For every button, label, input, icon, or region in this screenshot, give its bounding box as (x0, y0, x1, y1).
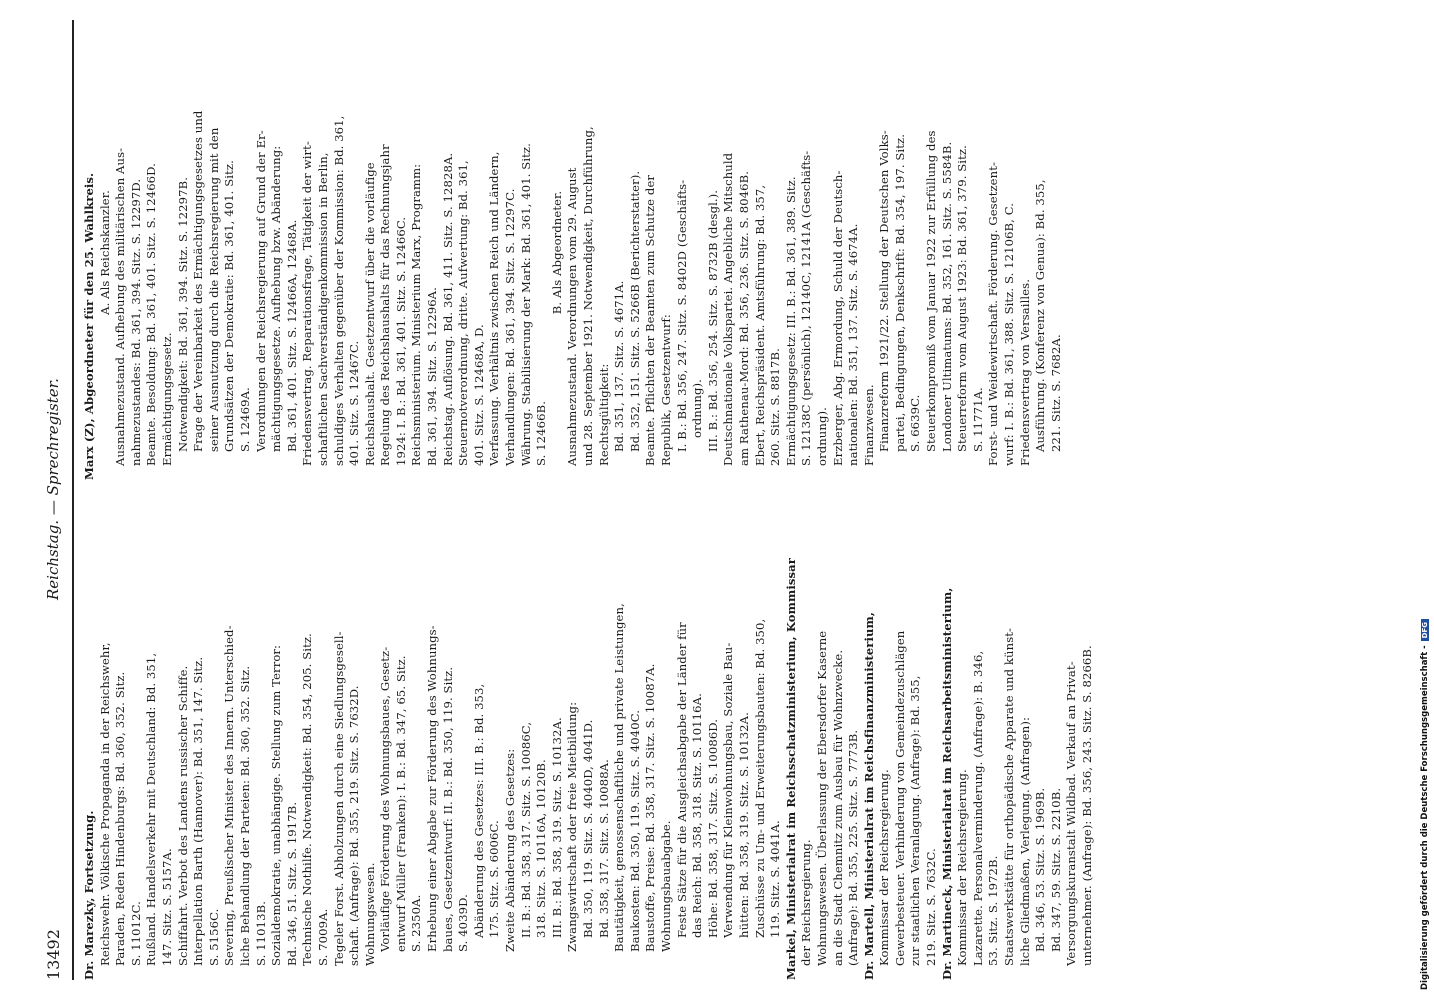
index-line: Schiffahrt. Verbot des Landens russischer Schiffe. (175, 665, 190, 966)
index-line: Verordnungen der Reichsregierung auf Grund der Er- (253, 130, 268, 452)
index-line: 175. Sitz. S. 6006C. (487, 820, 502, 938)
index-line: wurf: I. B.: Bd. 361, 388. Sitz. S. 12106B, C. (1002, 202, 1017, 466)
index-line: Frage der Vereinbarkeit des Ermächtigungsgesetzes und (191, 110, 206, 452)
index-line: Zuschüsse zu Um- und Erweiterungsbauten: Bd. 350, (752, 618, 767, 938)
index-line: Reichswehr. Völkische Propaganda in der Reichswehr, (97, 642, 112, 966)
index-line: 219. Sitz. S. 7632C. (924, 848, 939, 966)
index-line: schaft. (Anfrage): Bd. 355, 219. Sitz. S. 7632D. (347, 685, 362, 966)
index-line: und 28. September 1921. Notwendigkeit, Durchführung, (581, 126, 595, 466)
index-line: Wohnungsbauabgabe. (658, 820, 673, 952)
index-line: der Reichsregierung. (799, 839, 814, 966)
index-line: Verfassung. Verhältnis zwischen Reich und Ländern, (487, 151, 502, 466)
index-line: Beamte. Besoldung: Bd. 361, 401. Sitz. S. 12466D. (144, 163, 159, 466)
index-line: schuldiges Verhalten gegenüber der Kommission: Bd. 361, (331, 115, 346, 466)
index-line: Rechtsgültigkeit: (596, 363, 611, 466)
right-column (82, 25, 1402, 480)
index-line: Paraden, Reden Hindenburgs: Bd. 360, 352. Sitz. (113, 671, 128, 966)
index-line: S. 11771A. (970, 387, 985, 452)
index-line: Reichshaushalt. Gesetzentwurf über die vorläufige (362, 162, 377, 466)
page-header (40, 20, 70, 980)
index-line: Versorgungskuranstalt Wildbad. Verkauf an Privat- (1064, 661, 1079, 966)
index-line: (Anfrage): Bd. 355, 225. Sitz. S. 7773B. (846, 729, 861, 966)
digitization-credit (1420, 10, 1432, 990)
index-line: Verwendung für Kleinwohnungsbau, Soziale Bau- (721, 642, 736, 938)
index-line: 401. Sitz. S. 12468A, D. (471, 324, 486, 466)
index-line: Vorläufige Förderung des Wohnungsbaues, Gesetz- (378, 646, 393, 952)
index-line: II. B.: Bd. 358, 317. Sitz. S. 10086C, (518, 721, 533, 938)
index-line: das Reich: Bd. 358, 318. Sitz. S. 10116A. (690, 693, 705, 938)
index-line: Verhandlungen: Bd. 361, 394. Sitz. S. 12297C. (503, 188, 518, 466)
index-line: Ausführung. (Konferenz von Genua): Bd. 355, (1033, 179, 1048, 452)
index-line: Lazarette. Personalverminderung. (Anfrage): B. 346, (970, 650, 985, 966)
index-line: Wohnungswesen. (362, 862, 377, 966)
index-line: unternehmer. (Anfrage): Bd. 356, 243. Sitz. S. 8266B. (1080, 645, 1094, 966)
index-line: S. 12469A. (237, 387, 252, 452)
running-title: Reichstag. — Sprechregister. (44, 378, 62, 600)
index-line: A. Als Reichskanzler. (97, 190, 112, 315)
index-line: Republik, Gesetzentwurf: (658, 314, 673, 466)
index-line: Baustoffe, Preise: Bd. 358, 317. Sitz. S. 10087A. (643, 663, 658, 952)
index-line: partei, Bedingungen, Denkschrift: Bd. 354, 197. Sitz. (892, 134, 907, 452)
index-line: Steuernotverordnung, dritte. Aufwertung: Bd. 361, (456, 160, 471, 466)
index-line: Friedensvertrag von Versailles. (1017, 278, 1032, 466)
credit-text: Digitalisierung gefördert durch die Deutsche Forschungsgemeinschaft - (1420, 645, 1430, 990)
index-line: Kommissar der Reichsregierung. (955, 769, 970, 966)
index-line: S. 4039D. (456, 894, 471, 952)
index-line: ordnung). (690, 379, 705, 438)
index-line: S. 11013B. (253, 901, 268, 966)
index-line: Ebert, Reichspräsident. Amtsführung: Bd. 357, (752, 184, 767, 466)
index-line: Regelung des Reichshaushalts für das Rechnungsjahr (378, 144, 393, 466)
index-line: Bd. 350, 119. Sitz. S. 4040D, 4041D. (581, 719, 595, 938)
index-line: Finanzwesen. (861, 384, 876, 466)
index-line: Bd. 347, 59. Sitz. S. 2210B. (1048, 787, 1063, 952)
page-number: 13492 (44, 929, 63, 980)
index-line: Bd. 361, 394. Sitz. S. 12296A. (425, 287, 440, 466)
index-line: Sozialdemokratie, unabhängige. Stellung zum Terror: (269, 644, 284, 966)
index-line: S. 6639C. (908, 394, 923, 452)
index-line: Bd. 346, 53. Sitz. S. 1969B. (1033, 787, 1048, 952)
index-line: Steuerkompromiß vom Januar 1922 zur Erfüllung des (924, 130, 939, 452)
index-line: entwurf Müller (Franken): I. B.: Bd. 347, 65. Sitz. (393, 655, 408, 952)
rotated-page-content (40, 20, 1410, 980)
index-line: 53. Sitz. S. 1972B. (986, 855, 1001, 966)
index-line: Währung. Stabilisierung der Mark: Bd. 361, 401. Sitz. (518, 143, 533, 466)
index-line: Friedensvertrag. Reparationsfrage, Tätigkeit der wirt- (300, 141, 315, 466)
index-line: liche Gliedmaßen, Verlegung. (Anfragen): (1017, 717, 1032, 966)
index-line: S. 12138C (persönlich), 12140C, 12141A (Geschäfts- (799, 150, 814, 466)
index-line: Severing, Preußischer Minister des Innern. Unterschied- (222, 625, 237, 966)
index-line: Interpellation Barth (Hannover): Bd. 351, 147. Sitz. (191, 656, 206, 966)
index-line: nahmezustandes: Bd. 361, 394. Sitz. S. 12297D. (128, 178, 143, 466)
index-line: Grundsätzen der Demokratie: Bd. 361, 401. Sitz. (222, 160, 237, 452)
index-line: 401. Sitz. S. 12467C. (347, 340, 362, 466)
index-line: Erhebung einer Abgabe zur Förderung des Wohnungs- (425, 625, 440, 952)
index-line: Notwendigkeit: Bd. 361, 394. Sitz. S. 12297B. (175, 176, 190, 452)
index-line: zur staatlichen Veranlagung. (Anfrage): Bd. 355, (908, 675, 923, 966)
index-line: 1924: I. B.: Bd. 361, 401. Sitz. S. 12466C. (393, 216, 408, 466)
index-line: 318. Sitz. S. 10116A, 10120B. (534, 759, 549, 938)
index-line: Höhe: Bd. 358, 317. Sitz. S. 10086D. (705, 718, 720, 938)
index-line: Gewerbesteuer. Verhinderung von Gemeindezuschlägen (892, 630, 907, 966)
index-line: Forst- und Weidewirtschaft. Förderung. Gesetzent- (986, 162, 1001, 466)
index-line: Beamte. Pflichten der Beamten zum Schutze der (643, 174, 658, 466)
index-line: Bd. 351, 137. Sitz. S. 4671A. (612, 280, 627, 452)
header-rule (72, 20, 74, 980)
index-line: Dr. Marezky, Fortsetzung. (82, 810, 96, 980)
index-line: S. 11012C. (128, 901, 143, 966)
index-line: Ausnahmezustand. Verordnungen vom 29. August (565, 167, 580, 466)
index-line: S. 5156C. (206, 908, 221, 966)
left-column (82, 525, 1402, 980)
index-line: Bd. 346, 51. Sitz. S. 1917B. (284, 801, 299, 966)
index-line: Deutschnationale Volkspartei. Angebliche Mitschuld (721, 152, 736, 466)
index-line: Abänderung des Gesetzes: III. B.: Bd. 353, (471, 683, 486, 938)
index-line: B. Als Abgeordneter. (549, 190, 564, 315)
dfg-logo: DFG (1421, 619, 1429, 641)
index-line: Bd. 358, 317. Sitz. S. 10088A. (596, 759, 611, 938)
index-line: S. 2350A. (409, 894, 424, 952)
index-line: S. 7009A. (315, 908, 330, 966)
index-line: Rußland. Handelsverkehr mit Deutschland: Bd. 351, (144, 652, 159, 966)
index-line: Reichsministerium. Ministerium Marx, Programm: (409, 163, 424, 466)
index-line: Ermächtigungsgesetz: III. B.: Bd. 361, 389. Sitz. (783, 176, 798, 466)
index-line: Zweite Abänderung des Gesetzes: (503, 748, 518, 952)
index-line: baues, Gesetzentwurf: II. B.: Bd. 350, 119. Sitz. (440, 666, 455, 952)
index-line: Reichstag. Auflösung. Bd. 361, 411. Sitz. S. 12828A. (440, 152, 455, 466)
index-line: III. B.: Bd. 358, 319. Sitz. S. 10132A. (549, 717, 564, 938)
index-line: Staatswerkstätte für orthopädische Apparate und künst- (1002, 627, 1017, 966)
index-line: Markel, Ministerialrat im Reichsschatzministerium, Kommissar (783, 558, 798, 980)
index-line: 119. Sitz. S. 4041A. (768, 820, 783, 938)
index-line: 260. Sitz. S. 8817B. (768, 348, 783, 466)
index-line: Dr. Martineck, Ministerialrat im Reichsarbeitsministerium, (939, 587, 954, 980)
index-line: 221. Sitz. S. 7682A. (1048, 334, 1063, 452)
index-line: Steuerreform vom August 1923: Bd. 361, 379. Sitz. (955, 145, 970, 452)
index-line: Wohnungswesen. Überlassung der Ebersdorfer Kaserne (814, 630, 829, 966)
index-line: III. B.: Bd. 356, 254. Sitz. S. 8732B (desgl.). (705, 189, 720, 452)
index-line: Ausnahmezustand. Aufhebung des militärischen Aus- (113, 147, 128, 466)
index-line: Erzberger, Abg. Ermordung, Schuld der Deutsch- (830, 170, 845, 466)
index-line: Bd. 352, 151. Sitz. S. 5266B (Berichterstatter). (627, 170, 642, 452)
index-line: Finanzreform 1921/22. Stellung der Deutschen Volks- (877, 130, 892, 452)
index-line: an die Stadt Chemnitz zum Ausbau für Wohnzwecke. (830, 649, 845, 966)
index-line: liche Behandlung der Parteien: Bd. 360, 352. Sitz. (237, 665, 252, 966)
index-line: Kommissar der Reichsregierung. (877, 769, 892, 966)
index-line: Zwangswirtschaft oder freie Mietbildung: (565, 701, 580, 952)
index-line: Baukosten: Bd. 350, 119. Sitz. S. 4040C. (627, 709, 642, 952)
index-line: Londoner Ultimatums: Bd. 352, 161. Sitz. S. 5584B. (939, 141, 954, 452)
index-line: seiner Ausnutzung durch die Reichsregierung mit den (206, 127, 221, 452)
index-line: hütten: Bd. 358, 319. Sitz. S. 10132A. (736, 712, 751, 938)
index-line: Bautätigkeit, genossenschaftliche und private Leistungen, (612, 603, 627, 952)
index-line: 147. Sitz. S. 5157A. (159, 848, 174, 966)
index-line: mächtigungsgesetze. Aufhebung bzw. Abänderung: (269, 145, 284, 452)
index-line: Feste Sätze für die Ausgleichsabgabe der Länder für (674, 622, 689, 938)
index-line: Dr. Martell, Ministerialrat im Reichsfinanzministerium, (861, 611, 876, 980)
index-line: Marx (Z), Abgeordneter für den 25. Wahlkreis. (82, 172, 96, 480)
index-line: am Rathenau-Mord: Bd. 356, 236. Sitz. S. 8046B. (736, 170, 751, 466)
index-line: Ermächtigungsgesetz. (159, 332, 174, 466)
index-line: Tegeler Forst. Abholzungen durch eine Siedlungsgesell- (331, 631, 346, 966)
index-line: Technische Nothilfe. Notwendigkeit: Bd. 354, 205. Sitz. (300, 633, 315, 966)
index-line: schaftlichen Sachverständigenkommission in Berlin, (315, 152, 330, 466)
index-line: I. B.: Bd. 356, 247. Sitz. S. 8402D (Geschäfts- (674, 179, 689, 452)
index-line: S. 12466B. (534, 401, 549, 466)
index-line: ordnung). (814, 407, 829, 466)
index-line: Bd. 361, 401. Sitz. S. 12466A, 12468A. (284, 219, 299, 452)
index-line: nationalen: Bd. 351, 137. Sitz. S. 4674A. (846, 223, 861, 466)
